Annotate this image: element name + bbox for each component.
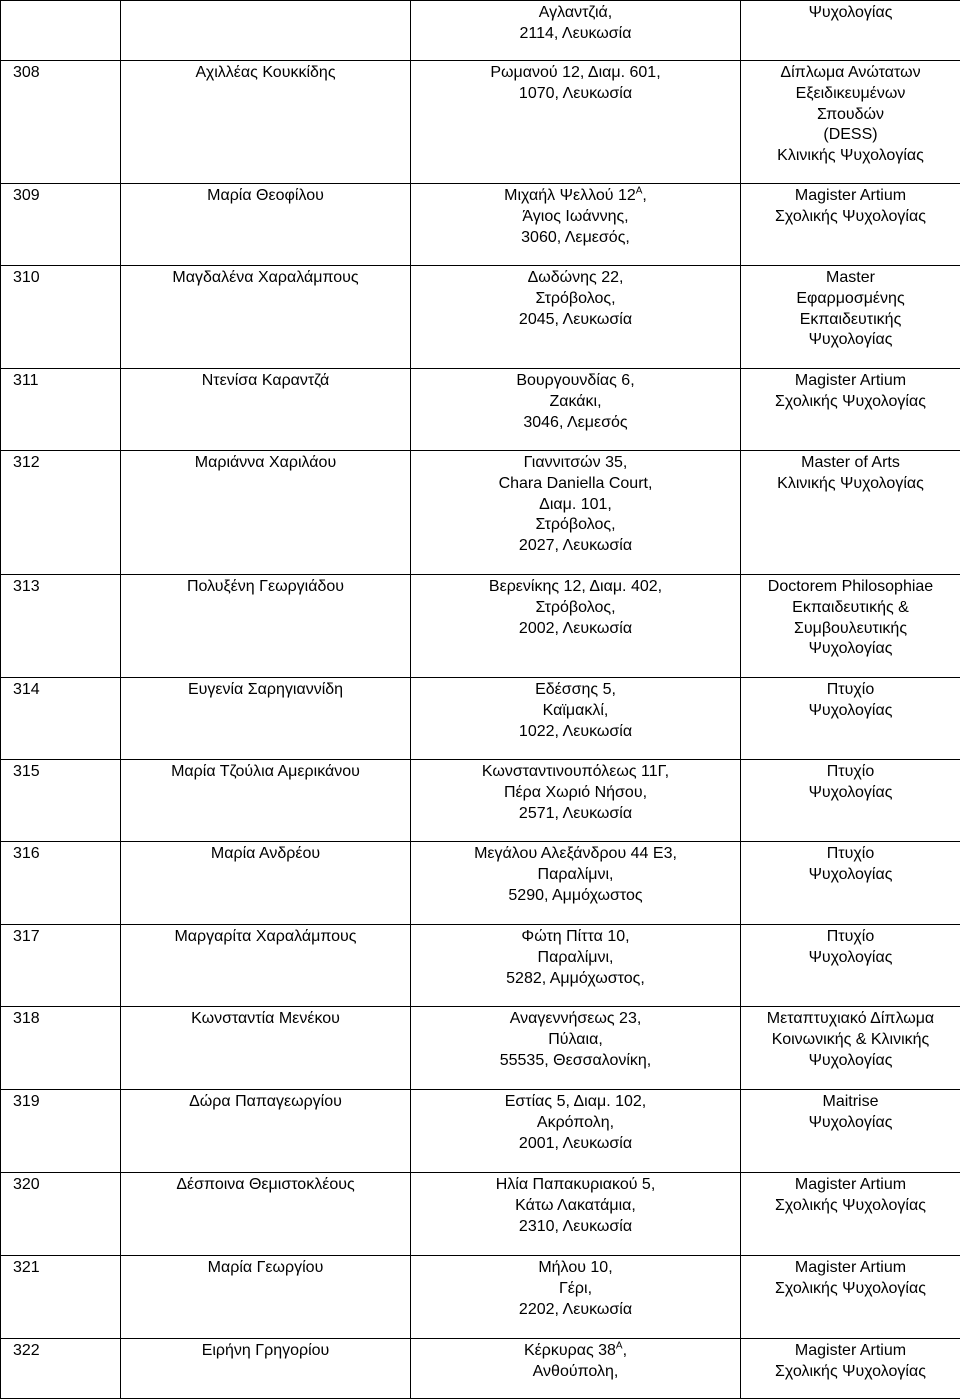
address-line (411, 1092, 740, 1113)
address-line-text: 2202, Λευκωσία (519, 1301, 632, 1318)
registry-number: 311 (1, 369, 121, 451)
registry-number: 313 (1, 575, 121, 678)
table-row (1, 1007, 960, 1090)
address-line-text: Φώτη Πίττα 10, (521, 928, 629, 945)
address-line-text: 3046, Λεμεσός (523, 414, 627, 431)
person-name: Μαρία Ανδρέου (121, 842, 411, 925)
person-name: Κωνσταντία Μενέκου (121, 1007, 411, 1090)
address-line (411, 1175, 740, 1196)
degree-line: Εκπαιδευτικής (741, 310, 960, 331)
address-line (411, 474, 740, 495)
degree-line: Ψυχολογίας (741, 3, 960, 24)
address-cell (411, 1173, 741, 1256)
registry-number: 316 (1, 842, 121, 925)
address-line (411, 310, 740, 331)
address-line-text: Ανθούπολη, (533, 1363, 619, 1380)
registry-number: 312 (1, 451, 121, 575)
degree-line: Ψυχολογίας (741, 783, 960, 804)
table-row (1, 1090, 960, 1173)
registry-number: 321 (1, 1256, 121, 1339)
address-line-text: Μιχαήλ Ψελλού 12 (504, 187, 636, 204)
person-name: Μαρία Γεωργίου (121, 1256, 411, 1339)
address-line (411, 1051, 740, 1072)
address-line (411, 453, 740, 474)
degree-line: Ψυχολογίας (741, 1113, 960, 1134)
degree-cell (741, 266, 960, 369)
person-name: Μαργαρίτα Χαραλάμπους (121, 925, 411, 1007)
degree-cell (741, 678, 960, 760)
address-line (411, 783, 740, 804)
address-line (411, 207, 740, 228)
degree-line: Κλινικής Ψυχολογίας (741, 474, 960, 495)
address-line-text: Εδέσσης 5, (535, 681, 616, 698)
address-line (411, 1030, 740, 1051)
address-line-text: Μεγάλου Αλεξάνδρου 44 Ε3, (474, 845, 677, 862)
degree-line: Ψυχολογίας (741, 865, 960, 886)
address-line-text: Αγλαντζιά, (539, 4, 613, 21)
degree-line: Σχολικής Ψυχολογίας (741, 1362, 960, 1383)
degree-line: Πτυχίο (741, 927, 960, 948)
table-row (1, 575, 960, 678)
address-cell (411, 266, 741, 369)
address-line-text: Chara Daniella Court, (499, 475, 653, 492)
address-line (411, 495, 740, 516)
address-line-text: Διαμ. 101, (539, 496, 612, 513)
degree-line: Magister Artium (741, 1258, 960, 1279)
person-name: Ευγενία Σαρηγιαννίδη (121, 678, 411, 760)
address-cell (411, 1007, 741, 1090)
table-row (1, 1173, 960, 1256)
degree-line: Maitrise (741, 1092, 960, 1113)
table-row (1, 925, 960, 1007)
person-name: Πολυξένη Γεωργιάδου (121, 575, 411, 678)
address-line-text: 5290, Αμμόχωστος (508, 887, 642, 904)
degree-cell (741, 925, 960, 1007)
address-line (411, 577, 740, 598)
registry-number: 319 (1, 1090, 121, 1173)
degree-cell (741, 842, 960, 925)
address-line (411, 1341, 740, 1362)
address-cell (411, 1256, 741, 1339)
address-line-text: 3060, Λεμεσός, (521, 229, 630, 246)
address-line (411, 413, 740, 434)
degree-line: Σχολικής Ψυχολογίας (741, 207, 960, 228)
degree-line: Πτυχίο (741, 762, 960, 783)
table-row (1, 184, 960, 266)
address-line-text: 2571, Λευκωσία (519, 805, 632, 822)
address-comma: , (642, 187, 646, 204)
registry-number: 309 (1, 184, 121, 266)
registry-number: 314 (1, 678, 121, 760)
address-cell (411, 678, 741, 760)
address-cell (411, 369, 741, 451)
address-line (411, 1217, 740, 1238)
registry-number: 322 (1, 1339, 121, 1399)
degree-line: Εφαρμοσμένης (741, 289, 960, 310)
address-line-text: Ζακάκι, (549, 393, 601, 410)
address-cell (411, 1, 741, 61)
degree-line: Σχολικής Ψυχολογίας (741, 392, 960, 413)
table-row (1, 1, 960, 61)
address-line (411, 886, 740, 907)
degree-cell (741, 369, 960, 451)
address-line-text: Πύλαια, (548, 1031, 603, 1048)
address-superscript: Α (636, 186, 643, 197)
address-line (411, 371, 740, 392)
degree-line: Δίπλωμα Ανώτατων (741, 63, 960, 84)
table-row (1, 369, 960, 451)
address-line-text: Ηλία Παπακυριακού 5, (496, 1176, 656, 1193)
address-line (411, 186, 740, 207)
address-line (411, 948, 740, 969)
person-name: Μαγδαλένα Χαραλάμπους (121, 266, 411, 369)
person-name (121, 1, 411, 61)
address-line (411, 1113, 740, 1134)
degree-cell (741, 451, 960, 575)
address-line-text: Βουργουνδίας 6, (516, 372, 634, 389)
degree-line: Κοινωνικής & Κλινικής (741, 1030, 960, 1051)
address-cell (411, 925, 741, 1007)
degree-cell (741, 1090, 960, 1173)
address-line (411, 1300, 740, 1321)
address-cell (411, 842, 741, 925)
person-name: Δέσποινα Θεμιστοκλέους (121, 1173, 411, 1256)
degree-line: Ψυχολογίας (741, 948, 960, 969)
address-line (411, 1134, 740, 1155)
address-line-text: Άγιος Ιωάννης, (522, 208, 628, 225)
registry-number (1, 1, 121, 61)
registry-number: 320 (1, 1173, 121, 1256)
address-line-text: 2027, Λευκωσία (519, 537, 632, 554)
address-cell (411, 760, 741, 842)
address-line-text: 2310, Λευκωσία (519, 1218, 632, 1235)
degree-line: Κλινικής Ψυχολογίας (741, 146, 960, 167)
registry-number: 310 (1, 266, 121, 369)
address-line-text: 2002, Λευκωσία (519, 620, 632, 637)
address-line (411, 722, 740, 743)
address-line (411, 701, 740, 722)
address-line (411, 762, 740, 783)
degree-line: Μεταπτυχιακό Δίπλωμα (741, 1009, 960, 1030)
address-line-text: 1022, Λευκωσία (519, 723, 632, 740)
person-name: Μαρία Τζούλια Αμερικάνου (121, 760, 411, 842)
address-line (411, 804, 740, 825)
degree-cell (741, 184, 960, 266)
address-line (411, 1279, 740, 1300)
table-row (1, 61, 960, 184)
address-line-text: Μήλου 10, (538, 1259, 612, 1276)
address-line-text: Πέρα Χωριό Νήσου, (504, 784, 647, 801)
address-line (411, 515, 740, 536)
degree-line: Ψυχολογίας (741, 639, 960, 660)
address-line-text: Παραλίμνι, (538, 866, 614, 883)
address-line (411, 969, 740, 990)
address-line (411, 536, 740, 557)
address-line-text: Κωνσταντινουπόλεως 11Γ, (482, 763, 669, 780)
address-comma: , (623, 1342, 627, 1359)
degree-line: (DESS) (741, 125, 960, 146)
degree-cell (741, 61, 960, 184)
address-line-text: Καϊμακλί, (543, 702, 609, 719)
person-name: Μαριάννα Χαριλάου (121, 451, 411, 575)
address-line-text: 1070, Λευκωσία (519, 85, 632, 102)
degree-line: Σπουδών (741, 105, 960, 126)
registry-number: 308 (1, 61, 121, 184)
address-line-text: 5282, Αμμόχωστος, (506, 970, 645, 987)
degree-line: Συμβουλευτικής (741, 619, 960, 640)
address-line-text: Αναγεννήσεως 23, (510, 1010, 642, 1027)
address-line-text: Ρωμανού 12, Διαμ. 601, (490, 64, 660, 81)
table-row (1, 1339, 960, 1399)
registry-table-body (1, 1, 960, 1399)
address-line-text: Παραλίμνι, (538, 949, 614, 966)
address-line-text: Γιαννιτσών 35, (524, 454, 628, 471)
address-line (411, 844, 740, 865)
address-line (411, 1362, 740, 1383)
degree-line: Master (741, 268, 960, 289)
address-line (411, 289, 740, 310)
address-line-text: Στρόβολος, (535, 599, 615, 616)
registry-number: 315 (1, 760, 121, 842)
address-line-text: Γέρι, (559, 1280, 592, 1297)
address-cell (411, 575, 741, 678)
address-line (411, 392, 740, 413)
degree-cell (741, 760, 960, 842)
degree-cell (741, 1, 960, 61)
person-name: Αχιλλέας Κουκκίδης (121, 61, 411, 184)
degree-line: Πτυχίο (741, 680, 960, 701)
table-row (1, 1256, 960, 1339)
address-line-text: Βερενίκης 12, Διαμ. 402, (489, 578, 662, 595)
address-line-text: Εστίας 5, Διαμ. 102, (505, 1093, 646, 1110)
degree-line: Σχολικής Ψυχολογίας (741, 1196, 960, 1217)
address-line (411, 619, 740, 640)
address-line (411, 1009, 740, 1030)
table-row (1, 451, 960, 575)
degree-line: Σχολικής Ψυχολογίας (741, 1279, 960, 1300)
degree-line: Εκπαιδευτικής & (741, 598, 960, 619)
address-line (411, 24, 740, 45)
degree-line: Master of Arts (741, 453, 960, 474)
person-name: Δώρα Παπαγεωργίου (121, 1090, 411, 1173)
degree-line: Ψυχολογίας (741, 1051, 960, 1072)
address-line (411, 1258, 740, 1279)
person-name: Μαρία Θεοφίλου (121, 184, 411, 266)
degree-line: Εξειδικευμένων (741, 84, 960, 105)
table-row (1, 266, 960, 369)
address-line-text: 2045, Λευκωσία (519, 311, 632, 328)
address-line-text: Δωδώνης 22, (528, 269, 624, 286)
address-line (411, 84, 740, 105)
degree-line: Ψυχολογίας (741, 701, 960, 722)
registry-number: 318 (1, 1007, 121, 1090)
table-row (1, 760, 960, 842)
address-line-text: Στρόβολος, (535, 290, 615, 307)
address-line-text: 2001, Λευκωσία (519, 1135, 632, 1152)
degree-line: Magister Artium (741, 186, 960, 207)
address-line (411, 3, 740, 24)
table-row (1, 678, 960, 760)
address-line-text: 55535, Θεσσαλονίκη, (500, 1052, 652, 1069)
address-line (411, 228, 740, 249)
registry-number: 317 (1, 925, 121, 1007)
degree-cell (741, 1256, 960, 1339)
address-cell (411, 451, 741, 575)
address-cell (411, 184, 741, 266)
address-line (411, 268, 740, 289)
person-name: Ντενίσα Καραντζά (121, 369, 411, 451)
address-line-text: Στρόβολος, (535, 516, 615, 533)
person-name: Ειρήνη Γρηγορίου (121, 1339, 411, 1399)
table-row (1, 842, 960, 925)
address-line-text: Ακρόπολη, (537, 1114, 614, 1131)
address-cell (411, 1339, 741, 1399)
address-line (411, 865, 740, 886)
address-line (411, 680, 740, 701)
address-line (411, 1196, 740, 1217)
address-line-text: Κέρκυρας 38 (524, 1342, 616, 1359)
address-line-text: Κάτω Λακατάμια, (515, 1197, 636, 1214)
degree-cell (741, 1173, 960, 1256)
degree-cell (741, 575, 960, 678)
address-line-text: 2114, Λευκωσία (520, 25, 632, 42)
degree-line: Πτυχίο (741, 844, 960, 865)
address-superscript: Α (616, 1341, 623, 1352)
degree-cell (741, 1339, 960, 1399)
degree-line: Ψυχολογίας (741, 330, 960, 351)
degree-line: Magister Artium (741, 371, 960, 392)
address-line (411, 927, 740, 948)
address-cell (411, 1090, 741, 1173)
degree-line: Magister Artium (741, 1341, 960, 1362)
address-cell (411, 61, 741, 184)
degree-line: Magister Artium (741, 1175, 960, 1196)
address-line (411, 598, 740, 619)
address-line (411, 63, 740, 84)
degree-line: Doctorem Philosophiae (741, 577, 960, 598)
degree-cell (741, 1007, 960, 1090)
